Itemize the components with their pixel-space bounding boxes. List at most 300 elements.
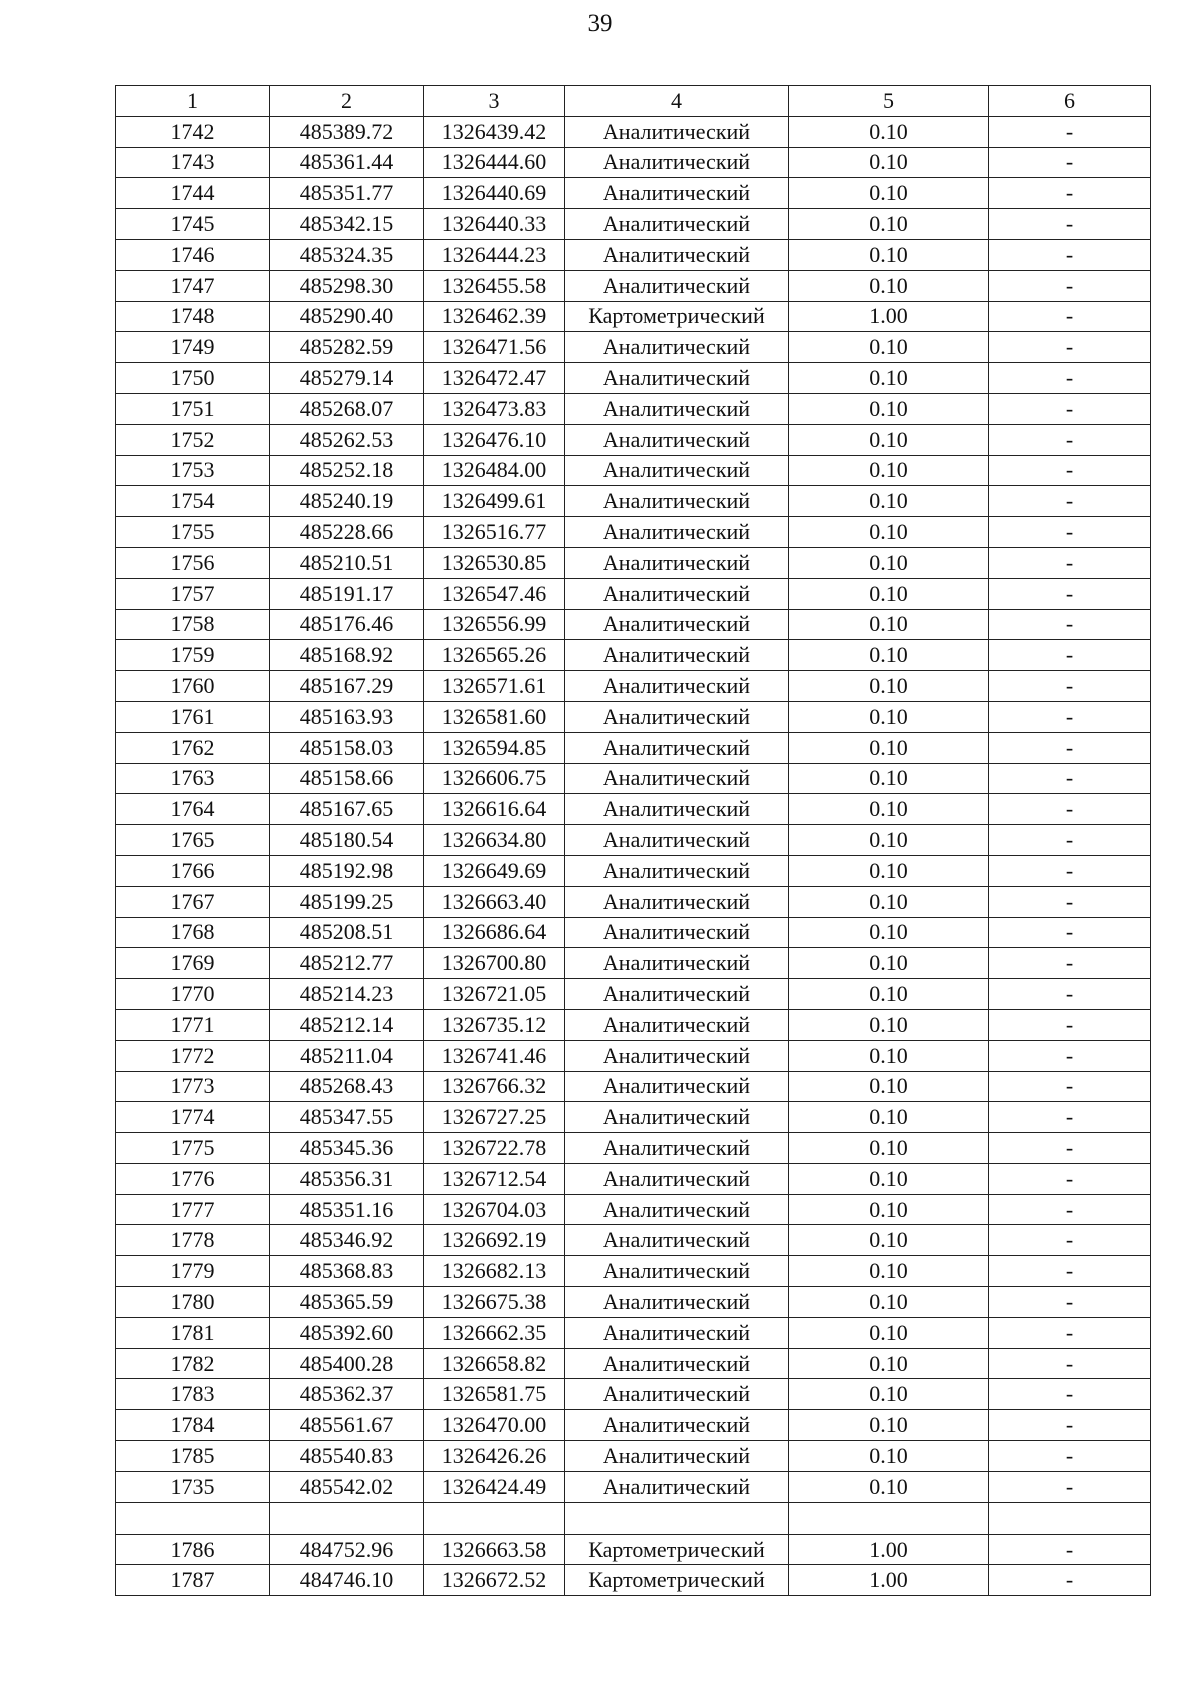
table-row	[116, 1133, 1151, 1164]
method-cell: Аналитический	[565, 1471, 789, 1502]
x-coordinate-cell: 485210.51	[270, 547, 424, 578]
note-cell: -	[989, 855, 1151, 886]
note-cell: -	[989, 732, 1151, 763]
table-row	[116, 609, 1151, 640]
note-cell: -	[989, 547, 1151, 578]
point-number-cell: 1746	[116, 239, 270, 270]
x-coordinate-cell: 485342.15	[270, 209, 424, 240]
table-row	[116, 1009, 1151, 1040]
y-coordinate-cell: 1326424.49	[424, 1471, 565, 1502]
column-header: 3	[424, 86, 565, 117]
y-coordinate-cell: 1326766.32	[424, 1071, 565, 1102]
y-coordinate-cell: 1326426.26	[424, 1441, 565, 1472]
method-cell: Аналитический	[565, 640, 789, 671]
table-row	[116, 363, 1151, 394]
x-coordinate-cell: 485211.04	[270, 1040, 424, 1071]
method-cell: Аналитический	[565, 393, 789, 424]
point-number-cell: 1762	[116, 732, 270, 763]
table-row	[116, 178, 1151, 209]
point-number-cell: 1755	[116, 517, 270, 548]
point-number-cell: 1781	[116, 1317, 270, 1348]
x-coordinate-cell: 485167.29	[270, 671, 424, 702]
table-row	[116, 917, 1151, 948]
table-row	[116, 886, 1151, 917]
x-coordinate-cell: 485212.14	[270, 1009, 424, 1040]
accuracy-cell: 0.10	[789, 178, 989, 209]
y-coordinate-cell: 1326470.00	[424, 1410, 565, 1441]
table-row	[116, 794, 1151, 825]
accuracy-cell: 0.10	[789, 363, 989, 394]
x-coordinate-cell: 485158.03	[270, 732, 424, 763]
y-coordinate-cell: 1326672.52	[424, 1565, 565, 1596]
x-coordinate-cell: 485167.65	[270, 794, 424, 825]
table-row	[116, 825, 1151, 856]
point-number-cell: 1774	[116, 1102, 270, 1133]
x-coordinate-cell: 485540.83	[270, 1441, 424, 1472]
accuracy-cell: 0.10	[789, 1225, 989, 1256]
method-cell: Аналитический	[565, 855, 789, 886]
table-row	[116, 1040, 1151, 1071]
x-coordinate-cell: 485347.55	[270, 1102, 424, 1133]
method-cell: Аналитический	[565, 1348, 789, 1379]
y-coordinate-cell: 1326662.35	[424, 1317, 565, 1348]
x-coordinate-cell: 485191.17	[270, 578, 424, 609]
table-row	[116, 239, 1151, 270]
accuracy-cell: 0.10	[789, 1410, 989, 1441]
y-coordinate-cell: 1326581.60	[424, 701, 565, 732]
accuracy-cell: 0.10	[789, 1071, 989, 1102]
note-cell: -	[989, 1410, 1151, 1441]
y-coordinate-cell: 1326473.83	[424, 393, 565, 424]
note-cell: -	[989, 1471, 1151, 1502]
accuracy-cell: 1.00	[789, 1534, 989, 1565]
table-row	[116, 1256, 1151, 1287]
method-cell: Аналитический	[565, 1194, 789, 1225]
table-row	[116, 1194, 1151, 1225]
note-cell: -	[989, 116, 1151, 147]
table-row	[116, 701, 1151, 732]
x-coordinate-cell: 485298.30	[270, 270, 424, 301]
note-cell: -	[989, 763, 1151, 794]
y-coordinate-cell: 1326692.19	[424, 1225, 565, 1256]
x-coordinate-cell: 485362.37	[270, 1379, 424, 1410]
accuracy-cell: 0.10	[789, 547, 989, 578]
accuracy-cell	[789, 1502, 989, 1534]
point-number-cell: 1735	[116, 1471, 270, 1502]
table-row	[116, 948, 1151, 979]
note-cell: -	[989, 424, 1151, 455]
x-coordinate-cell: 485389.72	[270, 116, 424, 147]
accuracy-cell: 1.00	[789, 1565, 989, 1596]
method-cell: Аналитический	[565, 917, 789, 948]
accuracy-cell: 0.10	[789, 1379, 989, 1410]
x-coordinate-cell: 485163.93	[270, 701, 424, 732]
y-coordinate-cell: 1326440.69	[424, 178, 565, 209]
x-coordinate-cell: 485290.40	[270, 301, 424, 332]
x-coordinate-cell: 485262.53	[270, 424, 424, 455]
point-number-cell: 1777	[116, 1194, 270, 1225]
method-cell: Аналитический	[565, 979, 789, 1010]
accuracy-cell: 0.10	[789, 147, 989, 178]
table-row	[116, 147, 1151, 178]
x-coordinate-cell: 485228.66	[270, 517, 424, 548]
point-number-cell: 1779	[116, 1256, 270, 1287]
note-cell: -	[989, 178, 1151, 209]
note-cell: -	[989, 270, 1151, 301]
x-coordinate-cell	[270, 1502, 424, 1534]
y-coordinate-cell	[424, 1502, 565, 1534]
accuracy-cell: 0.10	[789, 763, 989, 794]
x-coordinate-cell: 485392.60	[270, 1317, 424, 1348]
accuracy-cell: 0.10	[789, 640, 989, 671]
point-number-cell: 1747	[116, 270, 270, 301]
y-coordinate-cell: 1326556.99	[424, 609, 565, 640]
method-cell: Аналитический	[565, 147, 789, 178]
point-number-cell: 1772	[116, 1040, 270, 1071]
y-coordinate-cell: 1326471.56	[424, 332, 565, 363]
point-number-cell: 1757	[116, 578, 270, 609]
method-cell: Аналитический	[565, 209, 789, 240]
x-coordinate-cell: 485400.28	[270, 1348, 424, 1379]
table-row	[116, 763, 1151, 794]
note-cell: -	[989, 1225, 1151, 1256]
column-header: 4	[565, 86, 789, 117]
x-coordinate-cell: 485361.44	[270, 147, 424, 178]
x-coordinate-cell: 485268.43	[270, 1071, 424, 1102]
y-coordinate-cell: 1326439.42	[424, 116, 565, 147]
accuracy-cell: 0.10	[789, 424, 989, 455]
point-number-cell: 1764	[116, 794, 270, 825]
note-cell: -	[989, 1163, 1151, 1194]
point-number-cell: 1761	[116, 701, 270, 732]
y-coordinate-cell: 1326741.46	[424, 1040, 565, 1071]
table-row	[116, 1379, 1151, 1410]
table-row	[116, 640, 1151, 671]
note-cell: -	[989, 886, 1151, 917]
table-row	[116, 578, 1151, 609]
point-number-cell: 1750	[116, 363, 270, 394]
accuracy-cell: 1.00	[789, 301, 989, 332]
method-cell: Аналитический	[565, 1287, 789, 1318]
point-number-cell: 1773	[116, 1071, 270, 1102]
y-coordinate-cell: 1326571.61	[424, 671, 565, 702]
note-cell: -	[989, 1009, 1151, 1040]
y-coordinate-cell: 1326721.05	[424, 979, 565, 1010]
table-row	[116, 1225, 1151, 1256]
point-number-cell	[116, 1502, 270, 1534]
point-number-cell: 1743	[116, 147, 270, 178]
y-coordinate-cell: 1326547.46	[424, 578, 565, 609]
accuracy-cell: 0.10	[789, 1040, 989, 1071]
method-cell: Аналитический	[565, 701, 789, 732]
column-header: 5	[789, 86, 989, 117]
accuracy-cell: 0.10	[789, 393, 989, 424]
y-coordinate-cell: 1326581.75	[424, 1379, 565, 1410]
accuracy-cell: 0.10	[789, 455, 989, 486]
method-cell: Аналитический	[565, 1410, 789, 1441]
note-cell: -	[989, 1040, 1151, 1071]
accuracy-cell: 0.10	[789, 239, 989, 270]
table-row	[116, 270, 1151, 301]
point-number-cell: 1758	[116, 609, 270, 640]
y-coordinate-cell: 1326663.40	[424, 886, 565, 917]
table-row	[116, 1163, 1151, 1194]
table-row	[116, 1102, 1151, 1133]
table-row	[116, 732, 1151, 763]
note-cell: -	[989, 517, 1151, 548]
method-cell: Аналитический	[565, 1163, 789, 1194]
table-row	[116, 393, 1151, 424]
x-coordinate-cell: 485346.92	[270, 1225, 424, 1256]
note-cell: -	[989, 332, 1151, 363]
method-cell: Аналитический	[565, 332, 789, 363]
method-cell: Аналитический	[565, 578, 789, 609]
y-coordinate-cell: 1326727.25	[424, 1102, 565, 1133]
method-cell: Аналитический	[565, 363, 789, 394]
method-cell: Аналитический	[565, 825, 789, 856]
point-number-cell: 1752	[116, 424, 270, 455]
y-coordinate-cell: 1326686.64	[424, 917, 565, 948]
point-number-cell: 1784	[116, 1410, 270, 1441]
accuracy-cell: 0.10	[789, 886, 989, 917]
point-number-cell: 1767	[116, 886, 270, 917]
note-cell: -	[989, 1071, 1151, 1102]
table-row	[116, 1348, 1151, 1379]
point-number-cell: 1765	[116, 825, 270, 856]
accuracy-cell: 0.10	[789, 1317, 989, 1348]
method-cell: Картометрический	[565, 1565, 789, 1596]
accuracy-cell: 0.10	[789, 332, 989, 363]
y-coordinate-cell: 1326634.80	[424, 825, 565, 856]
x-coordinate-cell: 484746.10	[270, 1565, 424, 1596]
y-coordinate-cell: 1326616.64	[424, 794, 565, 825]
table-row	[116, 332, 1151, 363]
accuracy-cell: 0.10	[789, 917, 989, 948]
x-coordinate-cell: 485356.31	[270, 1163, 424, 1194]
table-row	[116, 1441, 1151, 1472]
accuracy-cell: 0.10	[789, 1287, 989, 1318]
y-coordinate-cell: 1326484.00	[424, 455, 565, 486]
method-cell: Аналитический	[565, 732, 789, 763]
method-cell: Аналитический	[565, 1317, 789, 1348]
x-coordinate-cell: 485561.67	[270, 1410, 424, 1441]
point-number-cell: 1770	[116, 979, 270, 1010]
table-row	[116, 1287, 1151, 1318]
y-coordinate-cell: 1326462.39	[424, 301, 565, 332]
point-number-cell: 1763	[116, 763, 270, 794]
y-coordinate-cell: 1326704.03	[424, 1194, 565, 1225]
table-row	[116, 455, 1151, 486]
note-cell: -	[989, 640, 1151, 671]
accuracy-cell: 0.10	[789, 671, 989, 702]
note-cell: -	[989, 455, 1151, 486]
point-number-cell: 1786	[116, 1534, 270, 1565]
note-cell: -	[989, 701, 1151, 732]
accuracy-cell: 0.10	[789, 979, 989, 1010]
y-coordinate-cell: 1326440.33	[424, 209, 565, 240]
method-cell: Аналитический	[565, 1009, 789, 1040]
accuracy-cell: 0.10	[789, 1441, 989, 1472]
table-row	[116, 209, 1151, 240]
point-number-cell: 1756	[116, 547, 270, 578]
x-coordinate-cell: 485268.07	[270, 393, 424, 424]
method-cell: Аналитический	[565, 1379, 789, 1410]
table-header-row	[116, 86, 1151, 117]
accuracy-cell: 0.10	[789, 609, 989, 640]
point-number-cell: 1760	[116, 671, 270, 702]
table-row	[116, 671, 1151, 702]
point-number-cell: 1742	[116, 116, 270, 147]
y-coordinate-cell: 1326675.38	[424, 1287, 565, 1318]
y-coordinate-cell: 1326700.80	[424, 948, 565, 979]
table-row	[116, 1317, 1151, 1348]
accuracy-cell: 0.10	[789, 116, 989, 147]
method-cell: Картометрический	[565, 1534, 789, 1565]
point-number-cell: 1785	[116, 1441, 270, 1472]
accuracy-cell: 0.10	[789, 855, 989, 886]
note-cell: -	[989, 825, 1151, 856]
y-coordinate-cell: 1326499.61	[424, 486, 565, 517]
note-cell: -	[989, 1441, 1151, 1472]
y-coordinate-cell: 1326663.58	[424, 1534, 565, 1565]
point-number-cell: 1748	[116, 301, 270, 332]
accuracy-cell: 0.10	[789, 1133, 989, 1164]
note-cell: -	[989, 1102, 1151, 1133]
point-number-cell: 1771	[116, 1009, 270, 1040]
point-number-cell: 1787	[116, 1565, 270, 1596]
x-coordinate-cell: 485158.66	[270, 763, 424, 794]
y-coordinate-cell: 1326682.13	[424, 1256, 565, 1287]
note-cell: -	[989, 1287, 1151, 1318]
x-coordinate-cell: 485351.77	[270, 178, 424, 209]
x-coordinate-cell: 485542.02	[270, 1471, 424, 1502]
x-coordinate-cell: 485199.25	[270, 886, 424, 917]
note-cell: -	[989, 147, 1151, 178]
accuracy-cell: 0.10	[789, 1471, 989, 1502]
y-coordinate-cell: 1326594.85	[424, 732, 565, 763]
point-number-cell: 1780	[116, 1287, 270, 1318]
method-cell: Аналитический	[565, 671, 789, 702]
note-cell: -	[989, 1379, 1151, 1410]
y-coordinate-cell: 1326649.69	[424, 855, 565, 886]
y-coordinate-cell: 1326516.77	[424, 517, 565, 548]
point-number-cell: 1768	[116, 917, 270, 948]
y-coordinate-cell: 1326565.26	[424, 640, 565, 671]
table-row	[116, 116, 1151, 147]
accuracy-cell: 0.10	[789, 1102, 989, 1133]
note-cell: -	[989, 1534, 1151, 1565]
note-cell: -	[989, 301, 1151, 332]
x-coordinate-cell: 485240.19	[270, 486, 424, 517]
column-header: 1	[116, 86, 270, 117]
method-cell: Аналитический	[565, 763, 789, 794]
method-cell: Аналитический	[565, 948, 789, 979]
x-coordinate-cell: 485365.59	[270, 1287, 424, 1318]
method-cell: Аналитический	[565, 424, 789, 455]
point-number-cell: 1769	[116, 948, 270, 979]
point-number-cell: 1782	[116, 1348, 270, 1379]
method-cell: Аналитический	[565, 270, 789, 301]
note-cell: -	[989, 363, 1151, 394]
column-header: 6	[989, 86, 1151, 117]
y-coordinate-cell: 1326455.58	[424, 270, 565, 301]
x-coordinate-cell: 485180.54	[270, 825, 424, 856]
table-row	[116, 1410, 1151, 1441]
table-row	[116, 1471, 1151, 1502]
page-number: 39	[587, 10, 613, 37]
x-coordinate-cell: 485168.92	[270, 640, 424, 671]
x-coordinate-cell: 485368.83	[270, 1256, 424, 1287]
y-coordinate-cell: 1326658.82	[424, 1348, 565, 1379]
method-cell: Аналитический	[565, 1256, 789, 1287]
x-coordinate-cell: 485214.23	[270, 979, 424, 1010]
note-cell: -	[989, 1256, 1151, 1287]
table-row	[116, 517, 1151, 548]
accuracy-cell: 0.10	[789, 1348, 989, 1379]
note-cell	[989, 1502, 1151, 1534]
y-coordinate-cell: 1326722.78	[424, 1133, 565, 1164]
y-coordinate-cell: 1326735.12	[424, 1009, 565, 1040]
x-coordinate-cell: 485279.14	[270, 363, 424, 394]
point-number-cell: 1783	[116, 1379, 270, 1410]
note-cell: -	[989, 1317, 1151, 1348]
table-row	[116, 301, 1151, 332]
point-number-cell: 1744	[116, 178, 270, 209]
point-number-cell: 1745	[116, 209, 270, 240]
method-cell: Аналитический	[565, 517, 789, 548]
x-coordinate-cell: 485282.59	[270, 332, 424, 363]
x-coordinate-cell: 485324.35	[270, 239, 424, 270]
table-row	[116, 1534, 1151, 1565]
method-cell: Картометрический	[565, 301, 789, 332]
method-cell: Аналитический	[565, 239, 789, 270]
coordinates-table	[115, 85, 1151, 1596]
note-cell: -	[989, 609, 1151, 640]
note-cell: -	[989, 239, 1151, 270]
note-cell: -	[989, 1565, 1151, 1596]
note-cell: -	[989, 979, 1151, 1010]
table-row	[116, 547, 1151, 578]
accuracy-cell: 0.10	[789, 1256, 989, 1287]
accuracy-cell: 0.10	[789, 1194, 989, 1225]
point-number-cell: 1754	[116, 486, 270, 517]
point-number-cell: 1766	[116, 855, 270, 886]
method-cell: Аналитический	[565, 794, 789, 825]
accuracy-cell: 0.10	[789, 948, 989, 979]
method-cell: Аналитический	[565, 1225, 789, 1256]
method-cell: Аналитический	[565, 1133, 789, 1164]
method-cell: Аналитический	[565, 547, 789, 578]
accuracy-cell: 0.10	[789, 732, 989, 763]
x-coordinate-cell: 485345.36	[270, 1133, 424, 1164]
method-cell: Аналитический	[565, 178, 789, 209]
point-number-cell: 1749	[116, 332, 270, 363]
y-coordinate-cell: 1326444.23	[424, 239, 565, 270]
table-row	[116, 979, 1151, 1010]
y-coordinate-cell: 1326712.54	[424, 1163, 565, 1194]
y-coordinate-cell: 1326472.47	[424, 363, 565, 394]
note-cell: -	[989, 1194, 1151, 1225]
method-cell: Аналитический	[565, 1040, 789, 1071]
note-cell: -	[989, 578, 1151, 609]
point-number-cell: 1778	[116, 1225, 270, 1256]
note-cell: -	[989, 209, 1151, 240]
x-coordinate-cell: 485208.51	[270, 917, 424, 948]
accuracy-cell: 0.10	[789, 825, 989, 856]
accuracy-cell: 0.10	[789, 517, 989, 548]
accuracy-cell: 0.10	[789, 1163, 989, 1194]
point-number-cell: 1759	[116, 640, 270, 671]
